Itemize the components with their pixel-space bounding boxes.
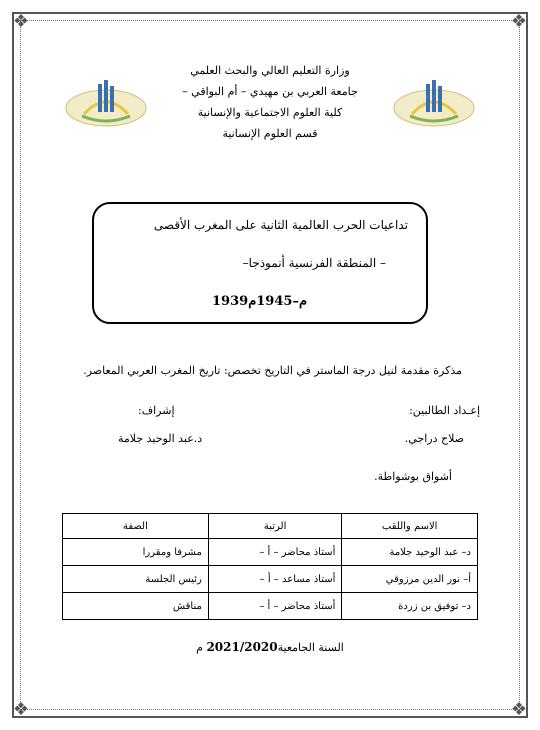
supervision-label: إشراف:: [138, 404, 175, 417]
member-rank: أستاذ محاضر – أ –: [208, 539, 342, 566]
university-logo-icon: [62, 70, 150, 132]
ornament-icon: ❖: [510, 698, 528, 720]
student-name: أشواق بوشواطة.: [374, 470, 452, 483]
university-name: جامعة العربي بن مهيدي – أم البواقي –: [182, 85, 358, 98]
degree-statement: مذكرة مقدمة لنيل درجة الماستر في التاريخ تخصص: تاريخ المغرب العربي المعاصر.: [83, 364, 462, 377]
ornament-icon: ❖: [12, 10, 30, 32]
institution-header: [150, 60, 390, 144]
member-role: مناقش: [63, 593, 209, 620]
supervisor-name: د.عبد الوحيد جلامة: [118, 432, 203, 445]
ornament-icon: ❖: [12, 698, 30, 720]
table-row: [63, 539, 478, 566]
academic-year-suffix: م: [196, 641, 207, 654]
member-role: مشرفا ومقررا: [63, 539, 209, 566]
table-row: [63, 593, 478, 620]
students-label: إعـداد الطالبين:: [409, 404, 480, 417]
column-header: الصفة: [63, 514, 209, 539]
thesis-period: 1939م–1945م: [212, 294, 307, 309]
academic-year-label: السنة الجامعية: [277, 641, 344, 654]
member-role: رئيس الجلسة: [63, 566, 209, 593]
thesis-title-box: [92, 202, 428, 324]
table-header-row: [63, 514, 478, 539]
member-rank: أستاذ محاضر – أ –: [208, 593, 342, 620]
committee-table: [62, 513, 478, 620]
ornament-icon: ❖: [510, 10, 528, 32]
table-row: [63, 566, 478, 593]
academic-year-value: 2021/2020: [206, 640, 278, 654]
column-header: الرتبة: [208, 514, 342, 539]
member-name: د– توفيق بن زردة: [342, 593, 478, 620]
ministry-name: وزارة التعليم العالي والبحث العلمي: [190, 64, 350, 77]
column-header: الاسم واللقب: [342, 514, 478, 539]
department-name: قسم العلوم الإنسانية: [222, 127, 318, 140]
university-logo-icon: [390, 70, 478, 132]
thesis-title: تداعيات الحرب العالمية الثانية على المغرب الأقصى: [153, 218, 408, 232]
student-name: صلاح دراجي.: [404, 432, 464, 445]
member-rank: أستاذ مساعد – أ –: [208, 566, 342, 593]
academic-year: [0, 640, 540, 654]
member-name: د– عبد الوحيد جلامة: [342, 539, 478, 566]
member-name: أ– نور الدين مرزوقي: [342, 566, 478, 593]
thesis-subtitle: – المنطقة الفرنسية أنموذجا–: [242, 256, 386, 270]
faculty-name: كلية العلوم الاجتماعية والإنسانية: [197, 106, 343, 119]
